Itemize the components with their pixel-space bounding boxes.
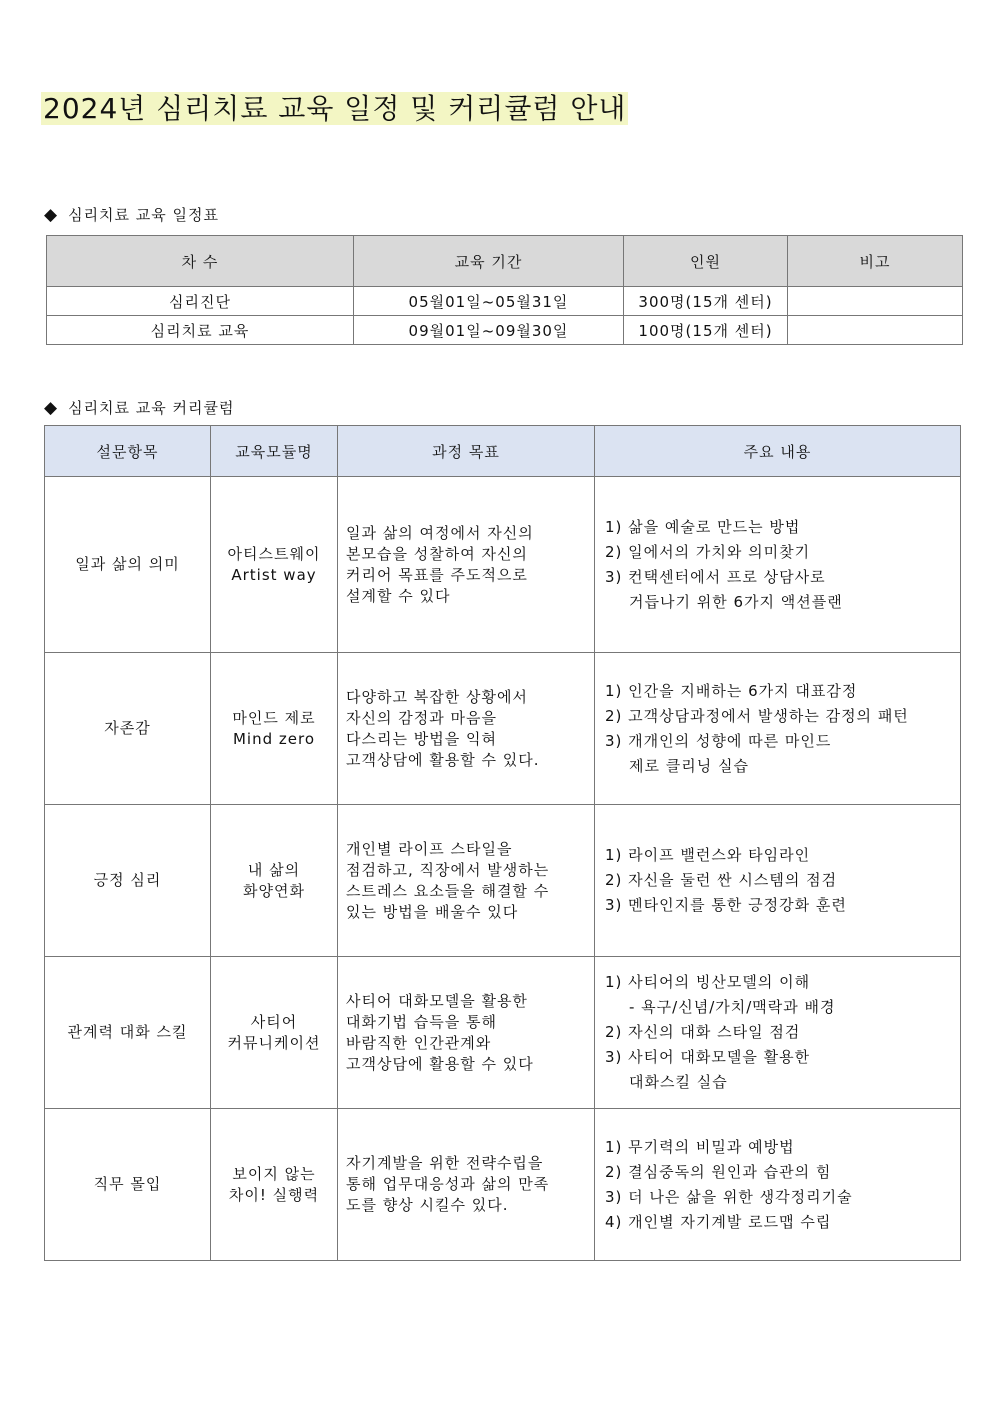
goal-cell: 개인별 라이프 스타일을 점검하고, 직장에서 발생하는 스트레스 요소들을 해결할 수 있는 방법을 배울수 있다 [338, 805, 595, 957]
module-cell: 마인드 제로 Mind zero [211, 653, 338, 805]
module-cell: 내 삶의 화양연화 [211, 805, 338, 957]
content-cell [595, 653, 961, 805]
table-cell: 심리치료 교육 [47, 316, 354, 345]
header-cell: 설문항목 [45, 426, 211, 477]
diamond-bullet-icon: ◆ [44, 205, 59, 225]
schedule-header-row [47, 236, 963, 287]
list-item: 3) 컨택센터에서 프로 상담사로 [605, 567, 826, 586]
page-title: 2024년 심리치료 교육 일정 및 커리큘럼 안내 [43, 92, 627, 125]
schedule-heading: ◆ 심리치료 교육 일정표 [44, 205, 220, 225]
survey-item-cell: 자존감 [45, 653, 211, 805]
table-row [45, 1109, 961, 1261]
list-item: 제로 클리닝 실습 [629, 756, 749, 775]
goal-cell: 일과 삶의 여정에서 자신의 본모습을 성찰하여 자신의 커리어 목표를 주도적으로 설계할 수 있다 [338, 477, 595, 653]
list-item: 3) 더 나은 삶을 위한 생각정리기술 [605, 1187, 853, 1206]
header-cell: 주요 내용 [595, 426, 961, 477]
survey-item-cell: 일과 삶의 의미 [45, 477, 211, 653]
list-item: - 욕구/신념/가치/맥락과 배경 [629, 998, 836, 1016]
goal-cell: 다양하고 복잡한 상황에서 자신의 감정과 마음을 다스리는 방법을 익혀 고객상담에 활용할 수 있다. [338, 653, 595, 805]
goal-cell: 사티어 대화모델을 활용한 대화기법 습득을 통해 바람직한 인간관계와 고객상담에 활용할 수 있다 [338, 957, 595, 1109]
table-row [45, 477, 961, 653]
table-cell [788, 287, 963, 316]
table-row [45, 653, 961, 805]
list-item: 3) 멘타인지를 통한 긍정강화 훈련 [605, 896, 847, 914]
table-cell: 100명(15개 센터) [624, 316, 788, 345]
header-cell: 교육 기간 [354, 236, 624, 287]
list-item: 2) 결심중독의 원인과 습관의 힘 [605, 1162, 832, 1181]
list-item: 대화스킬 실습 [629, 1073, 728, 1091]
module-cell: 사티어 커뮤니케이션 [211, 957, 338, 1109]
table-cell: 09월01일~09월30일 [354, 316, 624, 345]
content-cell [595, 957, 961, 1109]
table-cell: 300명(15개 센터) [624, 287, 788, 316]
table-row [47, 287, 963, 316]
list-item: 4) 개인별 자기계발 로드맵 수립 [605, 1212, 832, 1231]
curriculum-heading: ◆ 심리치료 교육 커리큘럼 [44, 398, 235, 418]
table-row [47, 316, 963, 345]
list-item: 거듭나기 위한 6가지 액션플랜 [629, 592, 843, 611]
content-cell [595, 805, 961, 957]
content-cell [595, 1109, 961, 1261]
table-row [45, 805, 961, 957]
header-cell: 비고 [788, 236, 963, 287]
table-cell: 05월01일~05월31일 [354, 287, 624, 316]
curriculum-header-row [45, 426, 961, 477]
list-item: 2) 자신을 둘런 싼 시스템의 점검 [605, 871, 838, 889]
list-item: 3) 개개인의 성향에 따른 마인드 [605, 731, 832, 750]
list-item: 1) 사티어의 빙산모델의 이해 [605, 973, 811, 991]
survey-item-cell: 긍정 심리 [45, 805, 211, 957]
diamond-bullet-icon: ◆ [44, 398, 59, 418]
survey-item-cell: 관계력 대화 스킬 [45, 957, 211, 1109]
header-cell: 교육모듈명 [211, 426, 338, 477]
table-cell: 심리진단 [47, 287, 354, 316]
goal-cell: 자기계발을 위한 전략수립을 통해 업무대응성과 삶의 만족 도를 향상 시킬수 있다. [338, 1109, 595, 1261]
curriculum-table [44, 425, 961, 1261]
module-cell: 보이지 않는 차이! 실행력 [211, 1109, 338, 1261]
list-item: 1) 인간을 지배하는 6가지 대표감정 [605, 681, 858, 700]
list-item: 3) 사티어 대화모델을 활용한 [605, 1048, 811, 1066]
table-row [45, 957, 961, 1109]
survey-item-cell: 직무 몰입 [45, 1109, 211, 1261]
table-cell [788, 316, 963, 345]
header-cell: 차 수 [47, 236, 354, 287]
content-cell [595, 477, 961, 653]
list-item: 2) 고객상담과정에서 발생하는 감정의 패턴 [605, 706, 909, 725]
list-item: 1) 무기력의 비밀과 예방법 [605, 1137, 795, 1156]
list-item: 2) 일에서의 가치와 의미찾기 [605, 542, 811, 561]
module-cell: 아티스트웨이 Artist way [211, 477, 338, 653]
header-cell: 인원 [624, 236, 788, 287]
list-item: 2) 자신의 대화 스타일 점검 [605, 1023, 801, 1041]
schedule-table [46, 235, 963, 345]
header-cell: 과정 목표 [338, 426, 595, 477]
list-item: 1) 삶을 예술로 만드는 방법 [605, 517, 801, 536]
list-item: 1) 라이프 밸런스와 타임라인 [605, 846, 811, 864]
